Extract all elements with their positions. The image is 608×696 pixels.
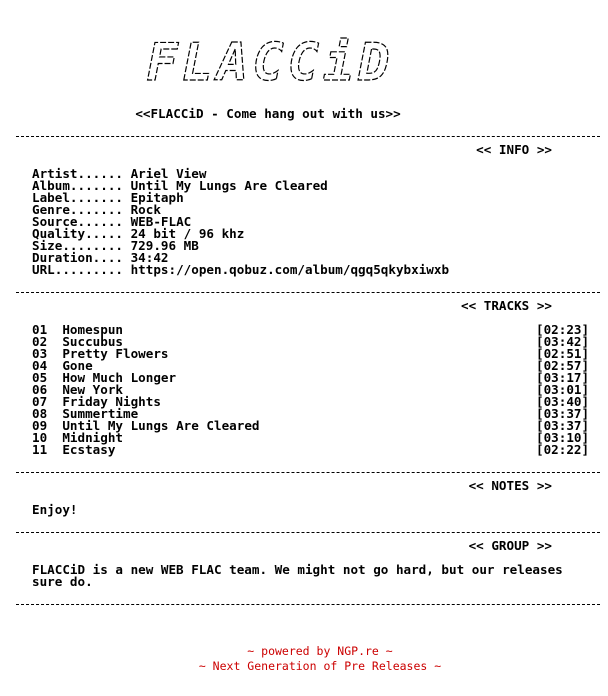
info-label: Size........ bbox=[32, 238, 123, 253]
info-value: Epitaph bbox=[130, 190, 184, 205]
divider bbox=[16, 472, 600, 473]
tagline: <<FLACCiD - Come hang out with us>> bbox=[135, 106, 401, 121]
track-row bbox=[32, 444, 115, 456]
track-title: Succubus bbox=[62, 334, 124, 349]
track-title: Pretty Flowers bbox=[62, 346, 169, 361]
track-title: New York bbox=[62, 382, 124, 397]
info-label: Artist...... bbox=[32, 166, 123, 181]
notes-text: Enjoy! bbox=[32, 502, 78, 517]
track-title: Friday Nights bbox=[62, 394, 161, 409]
track-duration: [03:40] bbox=[536, 394, 590, 409]
divider bbox=[16, 604, 600, 605]
track-number: 02 bbox=[32, 334, 48, 349]
track-duration: [02:22] bbox=[536, 442, 590, 457]
divider bbox=[16, 292, 600, 293]
track-title: Summertime bbox=[62, 406, 139, 421]
track-duration: [02:51] bbox=[536, 346, 590, 361]
track-title: Homespun bbox=[62, 322, 124, 337]
info-label: Quality..... bbox=[32, 226, 123, 241]
track-title: Gone bbox=[62, 358, 93, 373]
track-duration: [03:17] bbox=[536, 370, 590, 385]
track-duration: [02:57] bbox=[536, 358, 590, 373]
track-duration: [03:37] bbox=[536, 418, 590, 433]
info-value: 34:42 bbox=[130, 250, 169, 265]
track-duration: [03:37] bbox=[536, 406, 590, 421]
track-number: 03 bbox=[32, 346, 48, 361]
track-number: 08 bbox=[32, 406, 48, 421]
track-title: How Much Longer bbox=[62, 370, 177, 385]
info-label: Album....... bbox=[32, 178, 123, 193]
footer-powered-by: ~ powered by NGP.re ~ bbox=[247, 644, 393, 658]
track-title: Until My Lungs Are Cleared bbox=[62, 418, 260, 433]
footer-tagline: ~ Next Generation of Pre Releases ~ bbox=[198, 659, 442, 673]
group-header: << GROUP >> bbox=[468, 538, 552, 553]
info-label: Label....... bbox=[32, 190, 123, 205]
info-value: Until My Lungs Are Cleared bbox=[130, 178, 328, 193]
info-label: Duration.... bbox=[32, 250, 123, 265]
track-number: 06 bbox=[32, 382, 48, 397]
info-label: Genre....... bbox=[32, 202, 123, 217]
divider bbox=[16, 532, 600, 533]
track-number: 07 bbox=[32, 394, 48, 409]
group-text-line2: sure do. bbox=[32, 574, 93, 589]
info-value: 24 bit / 96 khz bbox=[130, 226, 245, 241]
info-label: URL......... bbox=[32, 262, 123, 277]
track-number: 10 bbox=[32, 430, 48, 445]
info-row bbox=[32, 264, 449, 276]
track-number: 05 bbox=[32, 370, 48, 385]
track-title: Midnight bbox=[62, 430, 124, 445]
notes-header: << NOTES >> bbox=[468, 478, 552, 493]
track-duration: [03:42] bbox=[536, 334, 590, 349]
info-value: https://open.qobuz.com/album/qgq5qkybxiwxb bbox=[130, 262, 450, 277]
info-header: << INFO >> bbox=[476, 142, 552, 157]
info-value: Rock bbox=[130, 202, 161, 217]
flaccid-logo bbox=[100, 34, 440, 90]
divider bbox=[16, 136, 600, 137]
info-value: Ariel View bbox=[130, 166, 207, 181]
track-number: 09 bbox=[32, 418, 48, 433]
flaccid-logo-text: FLACCiD bbox=[146, 34, 394, 90]
group-text-line1: FLACCiD is a new WEB FLAC team. We might not go hard, but our releases bbox=[32, 562, 563, 577]
track-number: 11 bbox=[32, 442, 48, 457]
info-value: 729.96 MB bbox=[130, 238, 199, 253]
track-duration: [03:01] bbox=[536, 382, 590, 397]
track-number: 04 bbox=[32, 358, 48, 373]
track-duration: [02:23] bbox=[536, 322, 590, 337]
track-duration: [03:10] bbox=[536, 430, 590, 445]
tracks-header: << TRACKS >> bbox=[461, 298, 552, 313]
track-number: 01 bbox=[32, 322, 48, 337]
info-value: WEB-FLAC bbox=[130, 214, 192, 229]
track-title: Ecstasy bbox=[62, 442, 116, 457]
info-label: Source...... bbox=[32, 214, 123, 229]
